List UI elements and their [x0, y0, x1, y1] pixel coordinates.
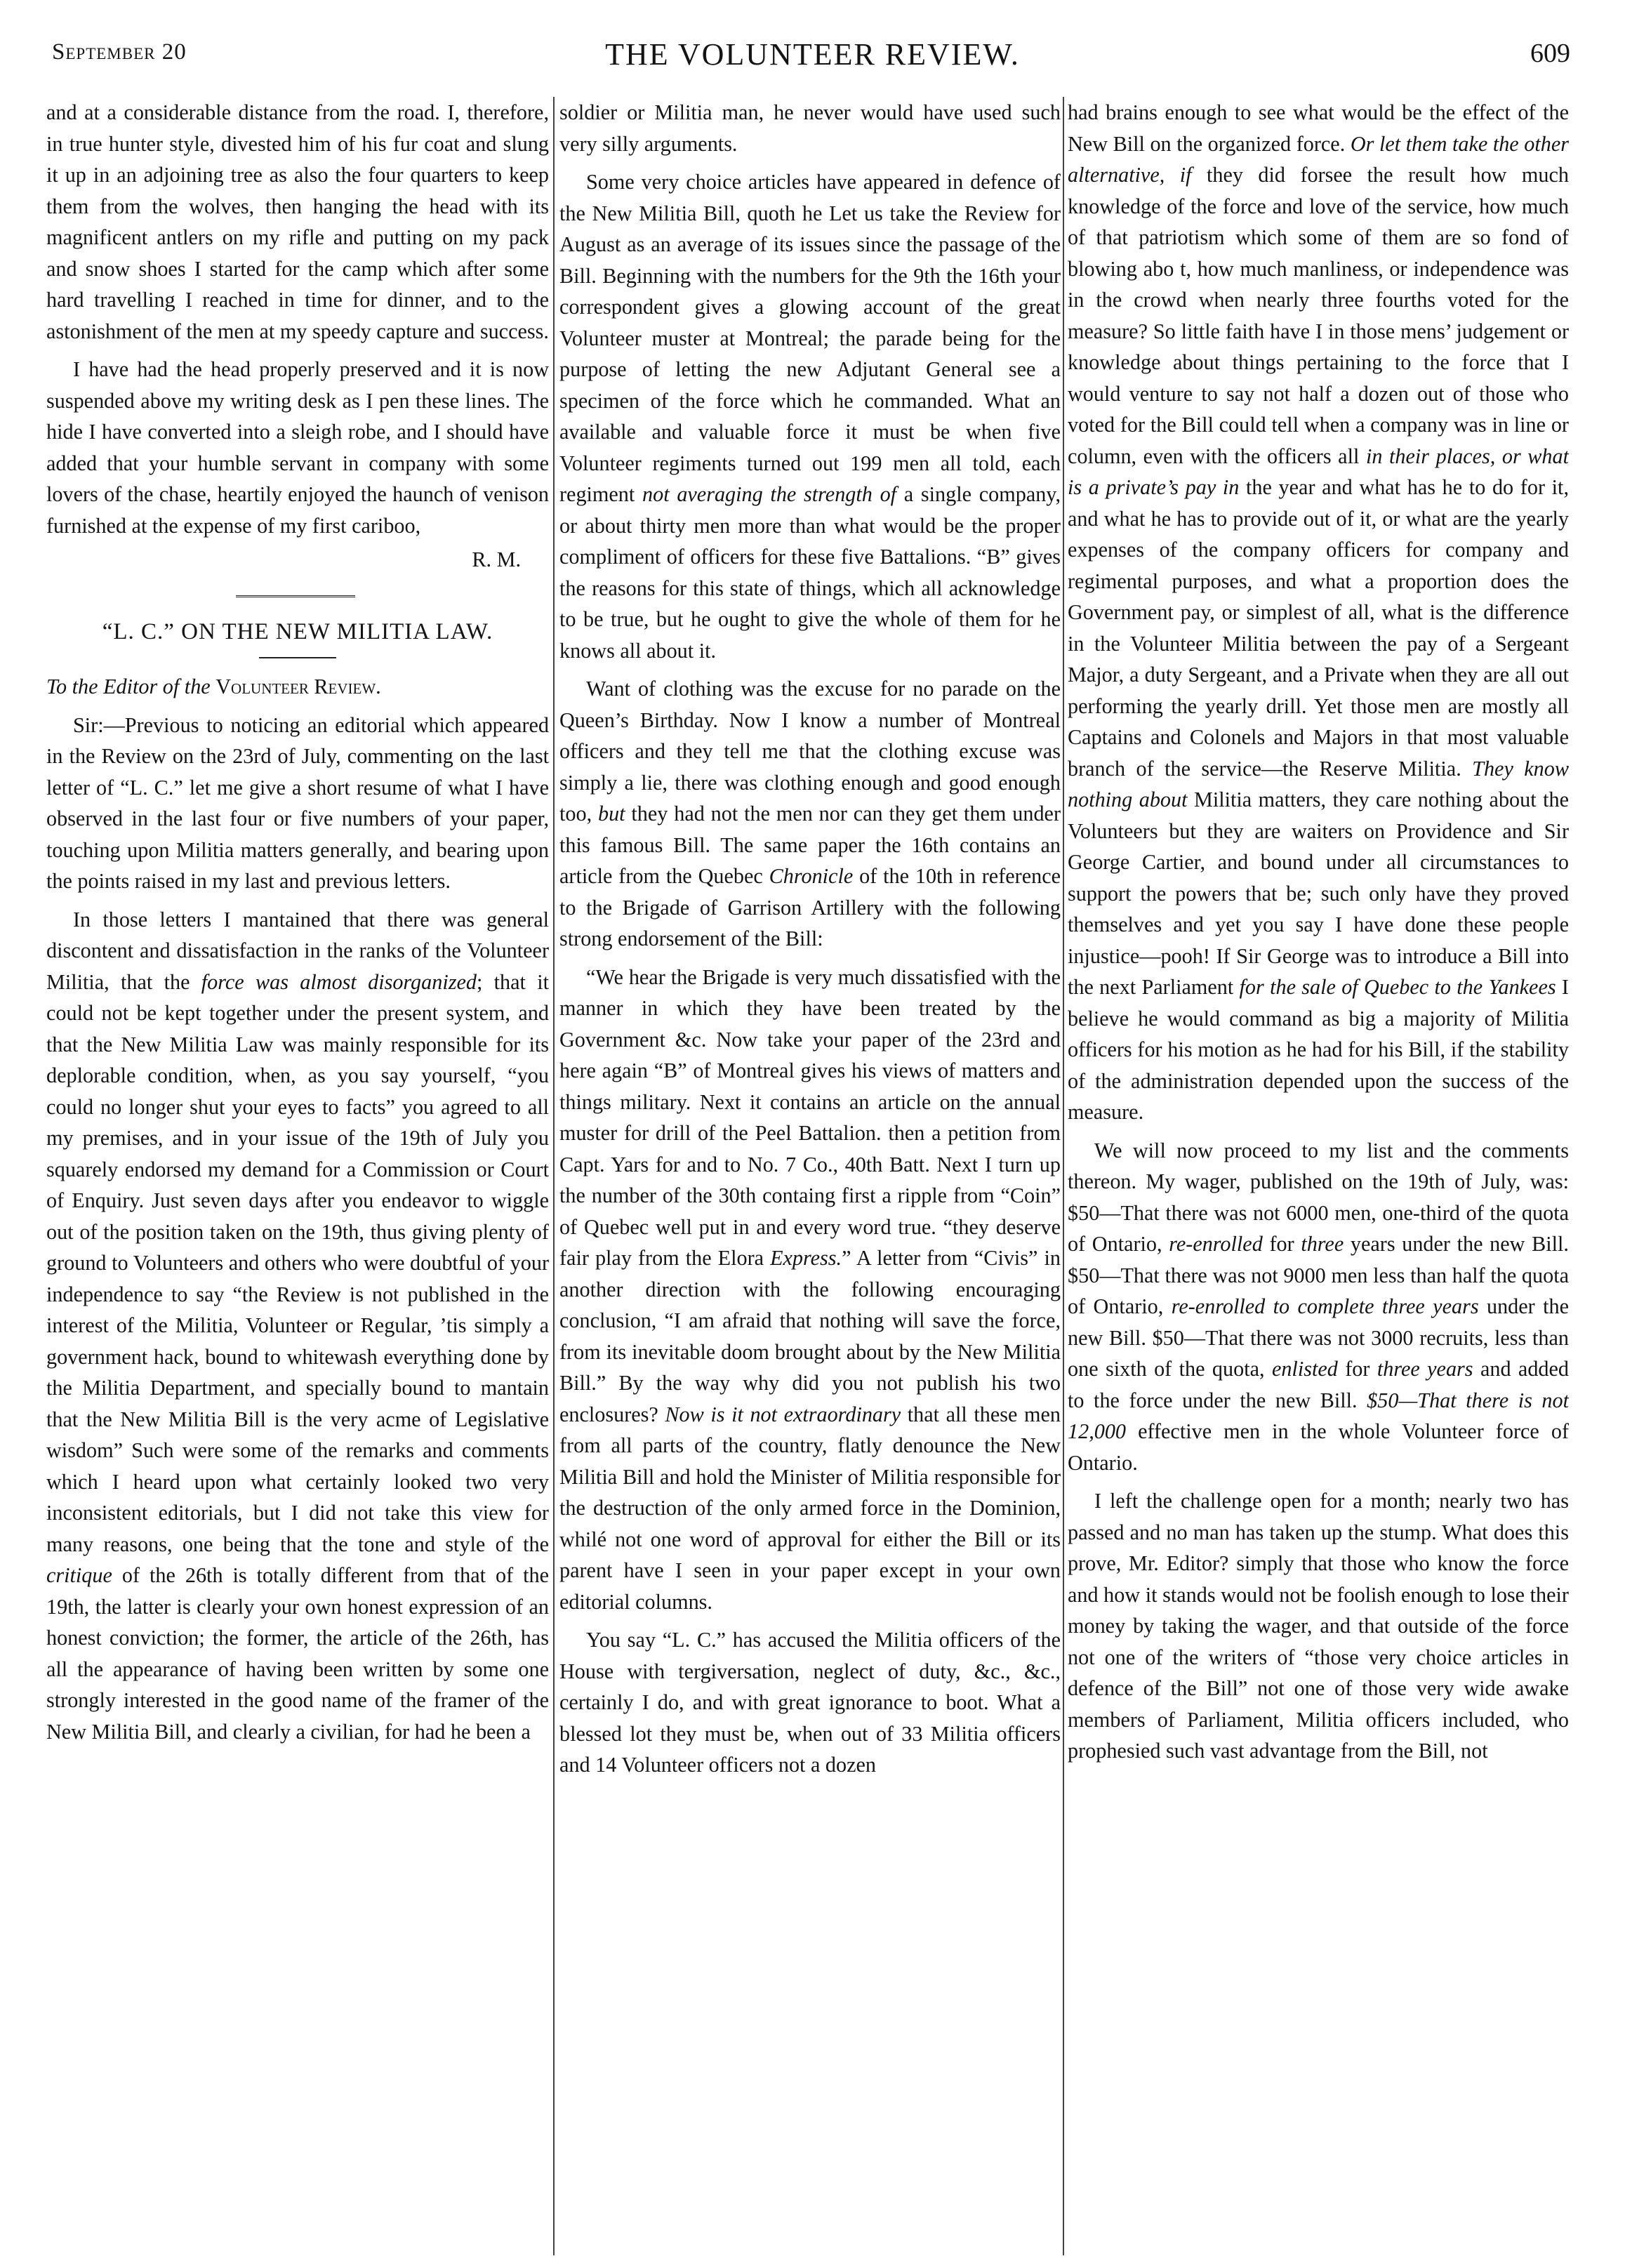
section-ornament-rule — [46, 580, 549, 614]
header-date: September 20 — [52, 39, 187, 65]
paragraph: and at a considerable distance from the road. I, therefore, in true hunter style, divested him of his fur coat and slung it up in an adjoining tree as also the four quarters to keep them from the wolves, then hanging the head with its magnificent antlers on my rifle and putting on my pack and snow shoes I started for the camp which after some hard travelling I reached in time for dinner, and to the astonishment of the men at my speedy capture and success. — [46, 100, 549, 343]
paragraph — [1068, 1135, 1569, 1479]
column-divider — [553, 97, 555, 2255]
text-run: years under the new Bill. $50—That there was not 9000 men less than half the quota of Ontario, — [1068, 1232, 1569, 1318]
text-run: In those letters I mantained that there was general discontent and dissatisfaction in the ranks of the Volunteer Militia, that the — [46, 907, 549, 994]
italic-run: force was almost disorganized — [201, 969, 477, 994]
page-header — [0, 0, 1625, 84]
paragraph — [559, 962, 1061, 1618]
text-run: and added to the force under the new Bill. — [1068, 1357, 1569, 1412]
paragraph: Sir:—Previous to noticing an editorial which appeared in the Review on the 23rd of July, commenting on the last letter of “L. C.” let me give a short resume of what I have observed in the last four or five numbers of your paper, touching upon Militia matters generally, and bearing upon the points raised in my last and previous letters. — [46, 712, 549, 893]
text-run: Some very choice articles have appeared in defence of the New Militia Bill, quoth he Let us take the Review for August as an average of its issues since the passage of the Bill. Beginning with the numbers for the 9th the 16th your correspondent gives a glowing account of the great Volunteer muster at Montreal; the parade being for the purpose of letting the new Adjutant General see a specimen of the force which he commanded. What an available and valuable force it must be when five Volunteer regiments turned out 199 men all told, each regiment — [559, 170, 1061, 506]
column-divider — [1063, 97, 1064, 2255]
paragraph — [46, 904, 549, 1748]
text-run: “We hear the Brigade is very much dissatisfied with the manner in which they have been treated by the Government &c. Now take your paper of the 23rd and here again “B” of Montreal gives his views of matters and things military. Next it contains an article on the annual muster for drill of the Peel Battalion. then a petition from Capt. Yars for and to No. 7 Co., 40th Batt. Next I turn up the number of the 30th containg first a ripple from “Coin” of Quebec well put in and every word true. “they deserve fair play from the Elora — [559, 964, 1061, 1270]
italic-run: re-enrolled to complete three years — [1171, 1294, 1479, 1318]
italic-run: but — [597, 802, 625, 825]
text-run: I believe he would command as big a majority of Militia officers for his motion as he had for his Bill, if the stability of the administration depended upon the success of the measure. — [1068, 975, 1569, 1124]
italic-run: Now is it not extraordinary — [665, 1402, 901, 1426]
text-run: for — [1262, 1232, 1301, 1256]
signature: R. M. — [472, 548, 521, 571]
text-run: We will now proceed to my list and the comments thereon. My wager, published on the 19th of July, was: $50—That there was not 6000 men, one-third of the quota of Ontario, — [1068, 1138, 1569, 1256]
text-run: a single company, or about thirty men more than what would be the proper compliment of officers for these five Battalions. “B” gives the reasons for this state of things, which all acknowledge to be true, but he ought to give the whole of them for he knows all about it. — [559, 482, 1061, 663]
text-run: the year and what has he to do for it, and what he has to provide out of it, or what are the yearly expenses of the company officers for company and regimental purposes, and what a proportion does the Government pay, or simplest of all, what is the difference in the Volunteer Militia between the pay of a Sergeant Major, a duty Sergeant, and a Private when they are all out performing the yearly drill. Yet those men are mostly all Captains and Colonels and Majors in that most valuable branch of the service—the Reserve Militia. — [1068, 475, 1569, 781]
article-title: “L. C.” ON THE NEW MILITIA LAW. — [102, 618, 493, 644]
paragraph — [559, 166, 1061, 666]
paragraph: soldier or Militia man, he never would have used such very silly arguments. — [559, 100, 1061, 156]
italic-run: Or let them take the other alternative, if — [1068, 131, 1569, 187]
paragraph: I left the challenge open for a month; nearly two has passed and no man has taken up the stump. What does this prove, Mr. Editor? simply that those who know the force and how it stands would not be foolish enough to lose their money by taking the wager, and that outside of the force not one of the writers of “those very choice articles in defence of the Bill” not one of those very wide awake members of Parliament, Militia officers included, who prophesied such vast advantage from the Bill, not — [1068, 1489, 1569, 1763]
paragraph — [1068, 97, 1569, 1128]
text-run: under the new Bill. $50—That there was not 3000 recruits, less than one sixth of the quota, — [1068, 1294, 1569, 1381]
italic-run: They know nothing about — [1068, 756, 1569, 811]
text-run: they had not the men nor can they get them under this famous Bill. The same paper the 16th contains an article from the Quebec — [559, 802, 1061, 888]
page-number: 609 — [1530, 39, 1570, 68]
italic-run: Chronicle — [769, 864, 854, 888]
text-run: had brains enough to see what would be the effect of the New Bill on the organized force. — [1068, 100, 1569, 156]
italic-run: in their places, or what is a private’s pay in — [1068, 444, 1569, 499]
column-2 — [559, 97, 1061, 2255]
column-1 — [46, 97, 549, 2255]
address-text: To the Editor of the — [46, 675, 216, 698]
italic-run: three — [1301, 1232, 1344, 1256]
paragraph — [559, 673, 1061, 955]
column-3 — [1068, 97, 1569, 2255]
text-run: ” A letter from “Civis” in another direction with the following encouraging conclusion, “I am afraid that nothing will save the force, from its inevitable doom brought about by the New Militia Bill.” By the way why did you not publish his two enclosures? — [559, 1246, 1061, 1426]
header-title: THE VOLUNTEER REVIEW. — [605, 37, 1020, 72]
paragraph: You say “L. C.” has accused the Militia officers of the House with tergiversation, neglect of duty, &c., &c., certainly I do, and with great ignorance to boot. What a blessed lot they must be, when out of 33 Militia officers and 14 Volunteer officers not a dozen — [559, 1628, 1061, 1777]
text-run: Militia matters, they care nothing about the Volunteers but they are waiters on Providence and Sir George Cartier, and bound under all circumstances to support the powers that be; such only have they proved themselves and yet you say I have done these people injustice—pooh! If Sir George was to introduce a Bill into the next Parliament — [1068, 788, 1569, 999]
text-run: Want of clothing was the excuse for no parade on the Queen’s Birthday. Now I know a number of Montreal officers and they tell me that the clothing excuse was simply a lie, there was clothing enough and good enough too, — [559, 677, 1061, 825]
italic-run: re-enrolled — [1169, 1232, 1263, 1256]
text-run: that all these men from all parts of the country, flatly denounce the New Militia Bill and hold the Minister of Militia responsible for the destruction of the only armed force in the Dominion, whilé not one word of approval for either the Bill or its parent have I seen in your paper except in your own editorial columns. — [559, 1402, 1061, 1614]
italic-run: $50—That there is not 12,000 — [1068, 1388, 1569, 1443]
text-run: of the 26th is totally different from that of the 19th, the latter is clearly your own honest expression of an honest conviction; the former, the article of the 26th, has all the appearance of having been written by some one strongly interested in the good name of the framer of the New Militia Bill, and clearly a civilian, for had he been a — [46, 1563, 549, 1744]
text-run: ; that it could not be kept together under the present system, and that the New Militia Law was mainly responsible for its deplorable condition, when, as you say yourself, “you could no longer shut your eyes to facts” you agreed to all my premises, and in your issue of the 19th of July you squarely endorsed my demand for a Commission or Court of Enquiry. Just seven days after you endeavor to wiggle out of the position taken on the 19th, thus giving plenty of ground to Volunteers and others who were doubtful of your independence to say “the Review is not published in the interest of the Militia, Volunteer or Regular, ’tis simply a government hack, bound to whitewash everything done by the Militia Department, and specially bound to mantain that the New Militia Bill is the very acme of Legislative wisdom” Such were some of the remarks and comments which I heard upon what certainly looked two very inconsistent editorials, but I did not take this view for many reasons, one being that the tone and style of the — [46, 969, 549, 1556]
italic-run: for the sale of Quebec to the Yankees — [1239, 975, 1556, 999]
italic-run: three years — [1377, 1357, 1473, 1381]
text-run: effective men in the whole Volunteer force of Ontario. — [1068, 1419, 1569, 1475]
letter-address — [46, 671, 549, 703]
text-run: they did forsee the result how much knowledge of the force and love of the service, how much of that patriotism which some of them are so fond of blowing abo t, how much manliness, or independence was in the crowd when nearly three fourths voted for the measure? So little faith have I in those mens’ judgement or knowledge about things pertaining to the force that I would venture to say not half a dozen out of those who voted for the Bill could tell when a company was in line or column, even with the officers all — [1068, 163, 1569, 468]
italic-run: not averaging the strength of — [642, 482, 897, 506]
text-run: for — [1337, 1357, 1377, 1381]
italic-run: enlisted — [1271, 1357, 1338, 1381]
address-paper-name: Volunteer Review. — [215, 675, 381, 698]
text-run: of the 10th in reference to the Brigade of Garrison Artillery with the following strong endorsement of the Bill: — [559, 864, 1061, 950]
italic-run: critique — [46, 1563, 112, 1587]
paragraph: I have had the head properly preserved and it is now suspended above my writing desk as I pen these lines. The hide I have converted into a sleigh robe, and I should have added that your humble servant in company with some lovers of the chase, heartily enjoyed the haunch of venison furnished at the expense of my first cariboo, — [46, 357, 549, 538]
italic-run: Express. — [770, 1246, 842, 1270]
title-rule — [259, 657, 336, 658]
